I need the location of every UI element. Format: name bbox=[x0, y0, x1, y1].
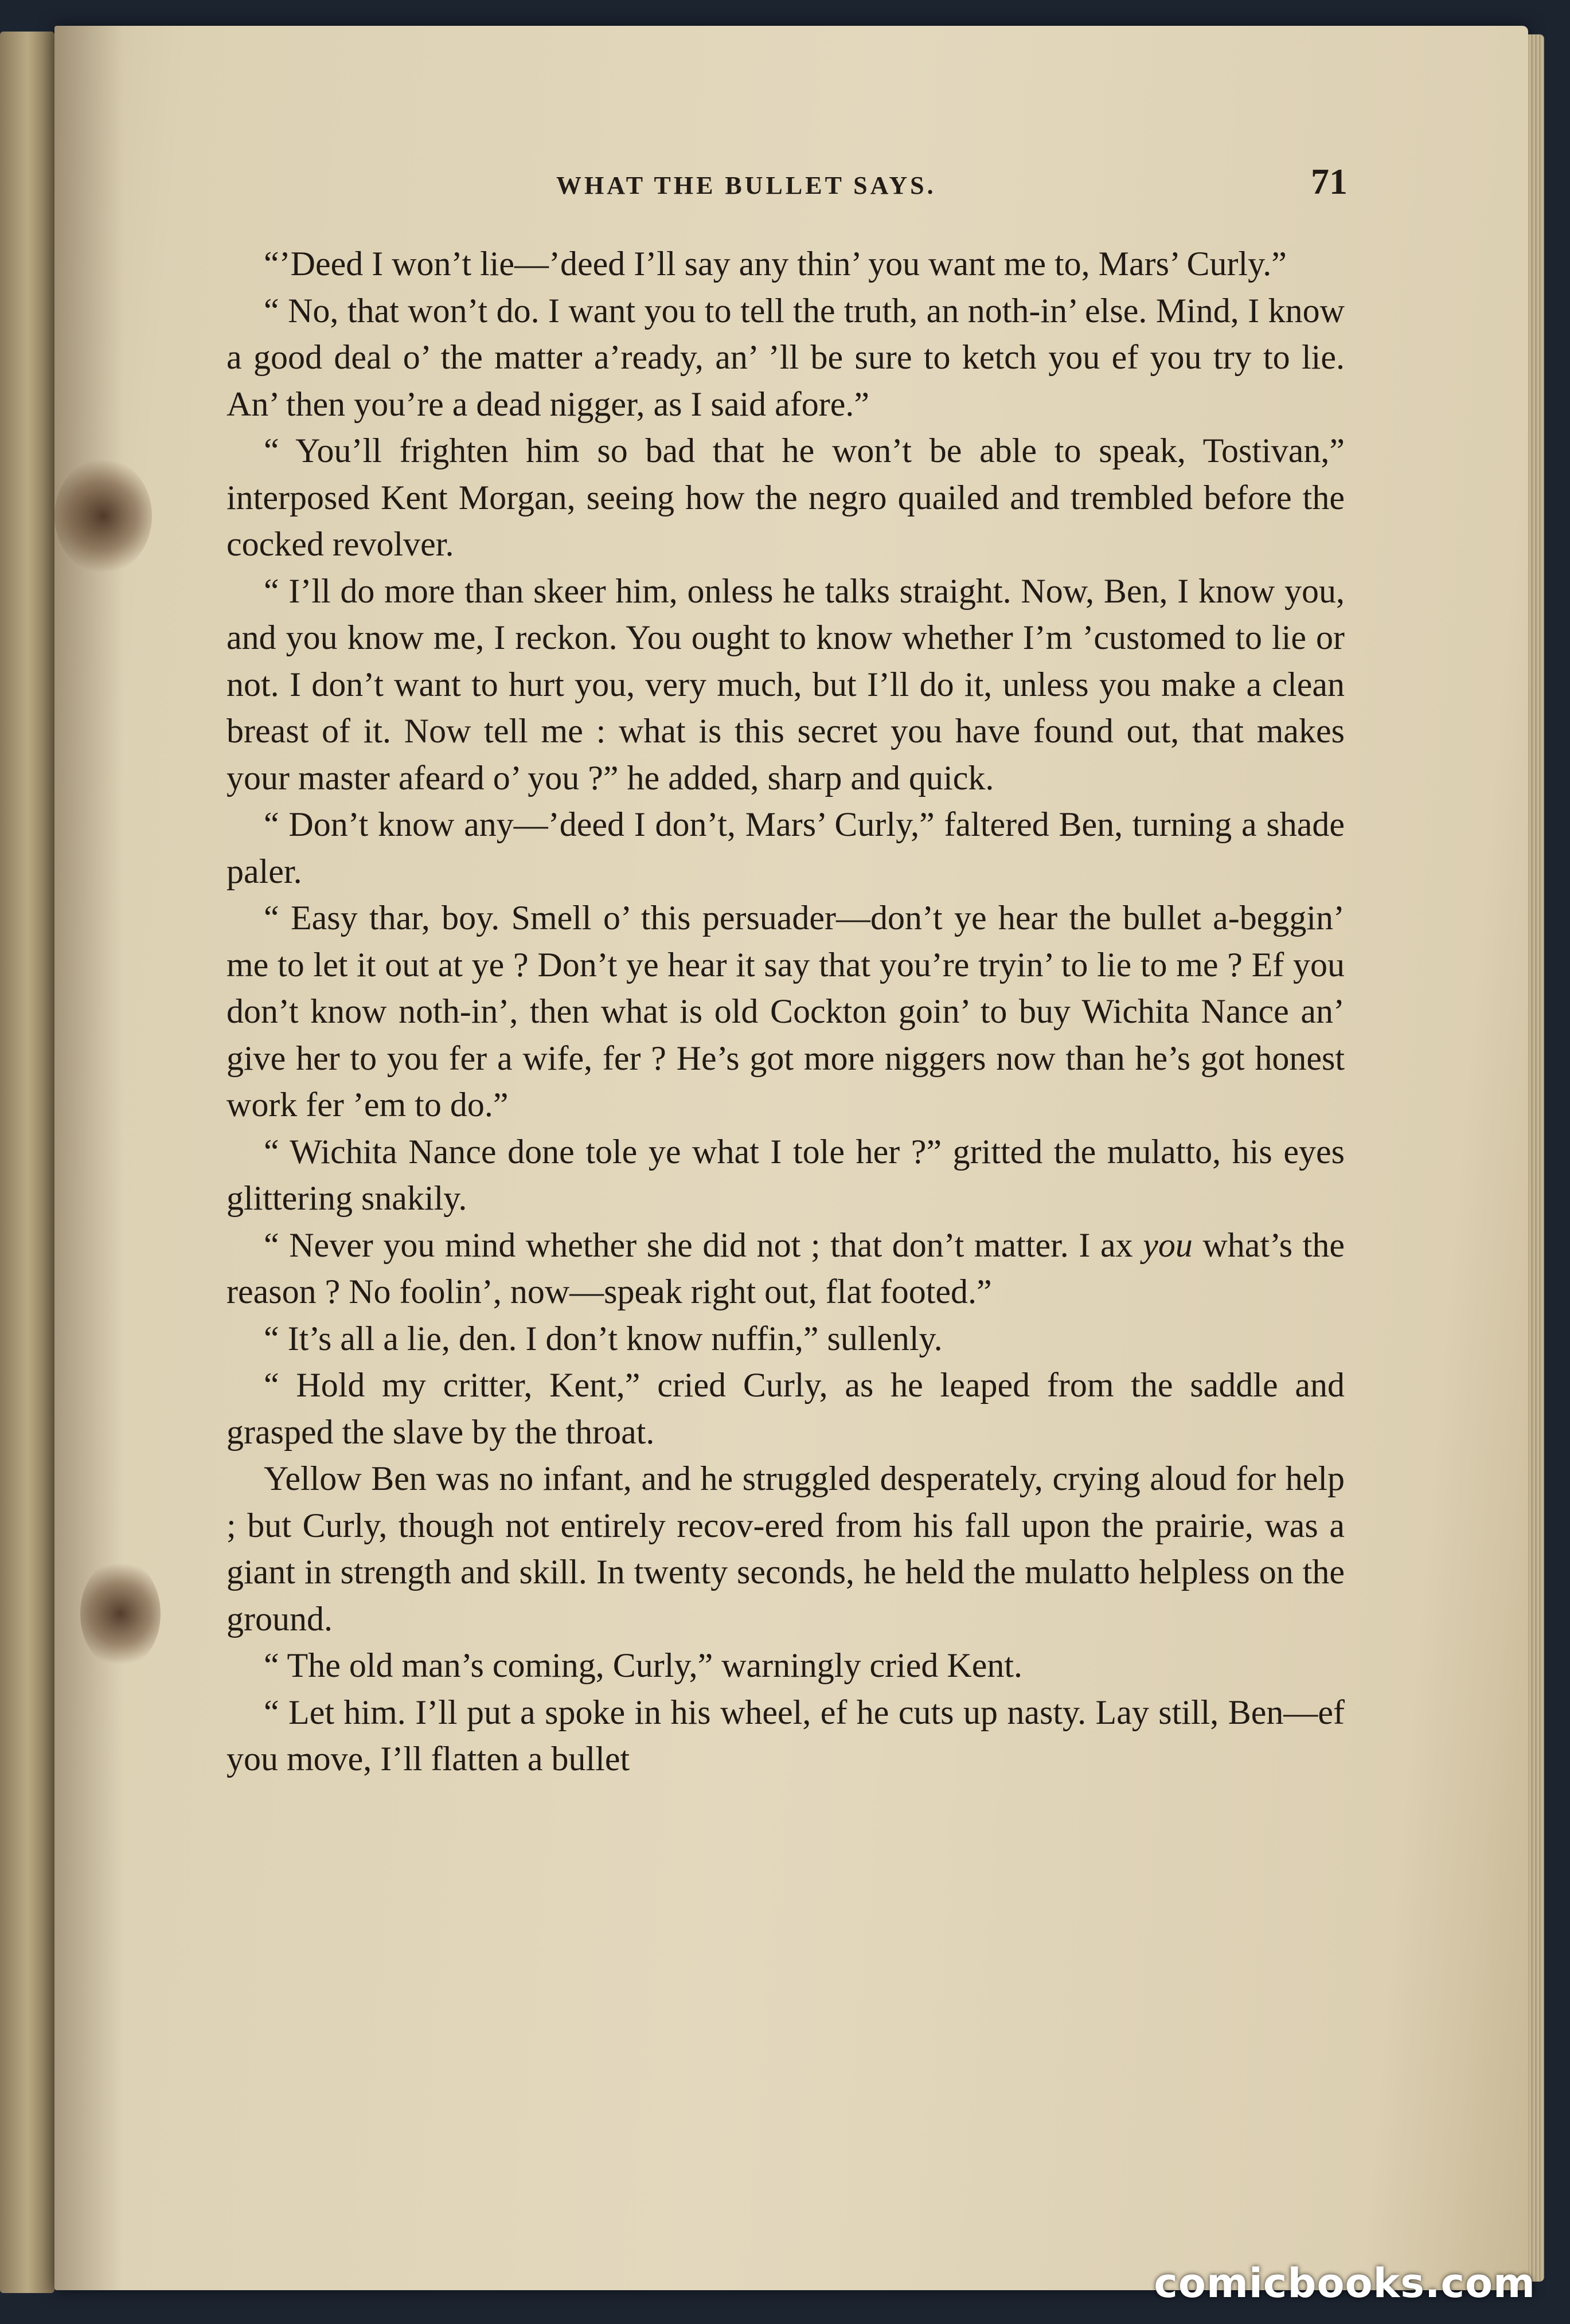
paragraph: “ The old man’s coming, Curly,” warningly cried Kent. bbox=[264, 1646, 1023, 1684]
paragraph: Yellow Ben was no infant, and he struggled desperately, crying aloud for help ; but Curly, though not entirely recov-ered from his fall upon the prairie, was a giant in strength and skill. In twenty seconds, he held the mulatto helpless on the ground. bbox=[226, 1460, 1345, 1638]
paragraph: “ You’ll frighten him so bad that he won’t be able to speak, Tostivan,” interposed Kent Morgan, seeing how the negro quailed and trembled before the cocked revolver. bbox=[226, 432, 1345, 563]
paragraph: “’Deed I won’t lie—’deed I’ll say any thin’ you want me to, Mars’ Curly.” bbox=[264, 245, 1287, 283]
page-number: 71 bbox=[1311, 161, 1348, 202]
running-head: WHAT THE BULLET SAYS. bbox=[556, 171, 936, 199]
paragraph: “ Wichita Nance done tole ye what I tole her ?” gritted the mulatto, his eyes glittering snakily. bbox=[226, 1132, 1345, 1217]
watermark: comicbooks.com bbox=[1154, 2260, 1536, 2307]
paragraph: “ It’s all a lie, den. I don’t know nuffin,” sullenly. bbox=[264, 1319, 943, 1357]
paragraph: “ Hold my critter, Kent,” cried Curly, as he leaped from the saddle and grasped the slave by the throat. bbox=[226, 1366, 1345, 1451]
paragraph-text: what’s the reason ? No foolin’, now—speak right out, flat footed.” bbox=[226, 1226, 1345, 1310]
paragraph: “ Don’t know any—’deed I don’t, Mars’ Curly,” faltered Ben, turning a shade paler. bbox=[226, 805, 1345, 890]
worn-hole-bottom bbox=[80, 1559, 161, 1668]
page-block-edges bbox=[1528, 34, 1544, 2282]
paragraph bbox=[226, 1222, 1345, 1316]
page-header bbox=[229, 161, 1348, 203]
paragraph: “ I’ll do more than skeer him, onless he talks straight. Now, Ben, I know you, and you know me, I reckon. You ought to know whether I’m ’customed to lie or not. I don’t want to hurt you, very much, but I’ll do it, unless you make a clean breast of it. Now tell me : what is this secret you have found out, that makes your master afeard o’ you ?” he added, sharp and quick. bbox=[226, 572, 1345, 797]
paragraph-text: “ Never you mind whether she did not ; that don’t matter. I ax bbox=[264, 1226, 1143, 1264]
spine-shadow bbox=[54, 26, 123, 2290]
worn-hole-top bbox=[54, 459, 152, 573]
body-text bbox=[226, 241, 1345, 1783]
paragraph: “ Easy thar, boy. Smell o’ this persuader—don’t ye hear the bullet a-beggin’ me to let it out at ye ? Don’t ye hear it say that you’re tryin’ to lie to me ? Ef you don’t know noth-in’, then what is old Cockton goin’ to buy Wichita Nance an’ give her to you fer a wife, fer ? He’s got more niggers now than he’s got honest work fer ’em to do.” bbox=[226, 899, 1345, 1124]
paragraph: “ No, that won’t do. I want you to tell the truth, an noth-in’ else. Mind, I know a good deal o’ the matter a’ready, an’ ’ll be sure to ketch you ef you try to lie. An’ then you’re a dead nigger, as I said afore.” bbox=[226, 291, 1345, 423]
previous-page-edge bbox=[0, 32, 54, 2293]
paragraph: “ Let him. I’ll put a spoke in his wheel, ef he cuts up nasty. Lay still, Ben—ef you move, I’ll flatten a bullet bbox=[226, 1693, 1345, 1778]
emphasis-text: you bbox=[1143, 1226, 1193, 1264]
